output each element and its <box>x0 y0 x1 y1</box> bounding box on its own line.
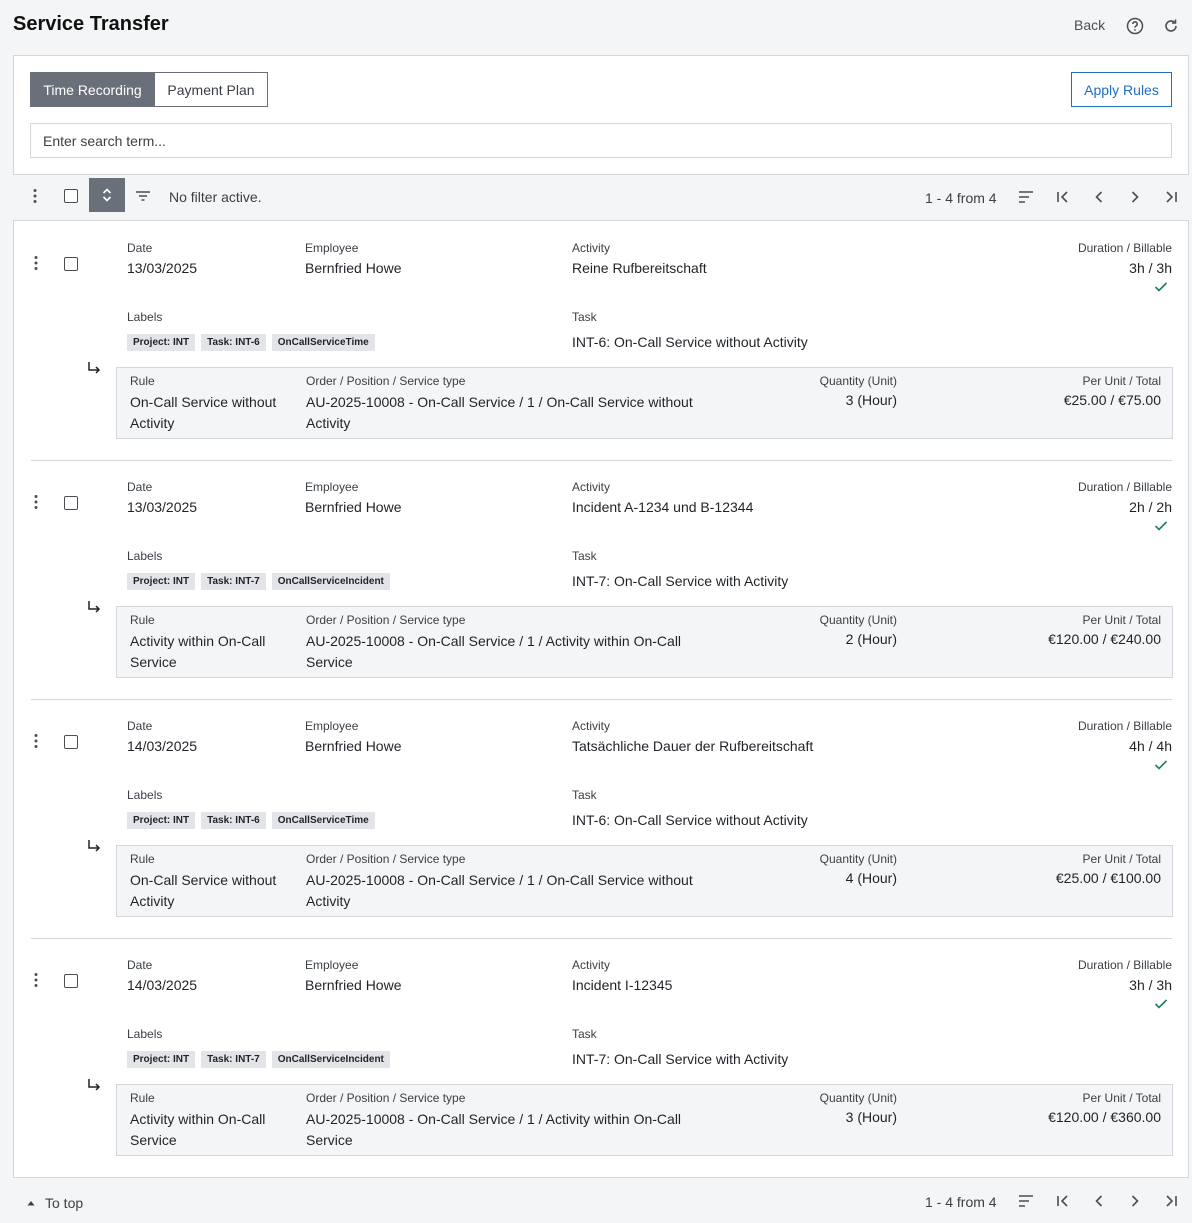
rule-label: Rule <box>130 613 155 627</box>
list-footer <box>0 1182 1192 1223</box>
order-label: Order / Position / Service type <box>306 1091 466 1105</box>
activity-value: Reine Rufbereitschaft <box>572 260 707 276</box>
quantity-value: 2 (Hour) <box>845 631 897 647</box>
rule-box <box>116 1084 1173 1156</box>
previous-page-icon[interactable] <box>1089 1191 1109 1211</box>
last-page-icon[interactable] <box>1161 187 1181 207</box>
row-checkbox[interactable] <box>64 735 78 749</box>
task-value: INT-7: On-Call Service with Activity <box>572 573 789 589</box>
view-tabs <box>30 72 268 107</box>
labels-list <box>127 334 381 351</box>
activity-label: Activity <box>572 480 611 494</box>
quantity-label: Quantity (Unit) <box>819 852 897 866</box>
activity-label: Activity <box>572 719 611 733</box>
list-item <box>14 221 1190 460</box>
list-toolbar <box>0 178 1192 214</box>
row-checkbox[interactable] <box>64 257 78 271</box>
employee-label: Employee <box>305 958 359 972</box>
row-checkbox[interactable] <box>64 496 78 510</box>
activity-value: Incident I-12345 <box>572 977 673 993</box>
quantity-value: 3 (Hour) <box>845 392 897 408</box>
activity-label: Activity <box>572 958 611 972</box>
order-label: Order / Position / Service type <box>306 613 466 627</box>
search-input[interactable] <box>30 123 1172 158</box>
per-unit-label: Per Unit / Total <box>1082 1091 1161 1105</box>
quantity-value: 4 (Hour) <box>845 870 897 886</box>
employee-value: Bernfried Howe <box>305 260 402 276</box>
sub-arrow-icon <box>86 360 102 376</box>
task-label: Task <box>572 310 597 324</box>
more-vertical-icon[interactable] <box>25 186 45 206</box>
expand-collapse-button[interactable] <box>89 178 125 212</box>
label-tag: OnCallServiceTime <box>272 334 375 351</box>
duration-label: Duration / Billable <box>1077 480 1172 494</box>
page-header <box>0 0 1192 54</box>
order-label: Order / Position / Service type <box>306 852 466 866</box>
rule-value: On-Call Service without Activity <box>130 394 277 431</box>
task-label: Task <box>572 1027 597 1041</box>
date-value: 13/03/2025 <box>127 260 198 276</box>
employee-label: Employee <box>305 480 359 494</box>
billable-check-icon <box>1154 759 1168 771</box>
next-page-icon[interactable] <box>1125 187 1145 207</box>
label-tag: OnCallServiceIncident <box>272 1051 390 1068</box>
label-tag: Project: INT <box>127 1051 195 1068</box>
employee-label: Employee <box>305 719 359 733</box>
previous-page-icon[interactable] <box>1089 187 1109 207</box>
date-label: Date <box>127 719 153 733</box>
employee-value: Bernfried Howe <box>305 499 402 515</box>
per-unit-label: Per Unit / Total <box>1082 613 1161 627</box>
activity-value: Incident A-1234 und B-12344 <box>572 499 754 515</box>
task-value: INT-6: On-Call Service without Activity <box>572 812 808 828</box>
date-value: 14/03/2025 <box>127 738 198 754</box>
row-menu-icon[interactable] <box>26 970 46 990</box>
duration-value: 3h / 3h <box>1129 260 1172 276</box>
duration-value: 2h / 2h <box>1129 499 1172 515</box>
quantity-value: 3 (Hour) <box>845 1109 897 1125</box>
label-tag: Task: INT-7 <box>201 1051 266 1068</box>
per-unit-value: €120.00 / €240.00 <box>1048 631 1161 647</box>
per-unit-value: €25.00 / €100.00 <box>1055 870 1161 886</box>
rule-value: On-Call Service without Activity <box>130 872 277 909</box>
pager-info: 1 - 4 from 4 <box>925 1194 997 1210</box>
help-icon[interactable] <box>1125 16 1145 36</box>
label-tag: OnCallServiceIncident <box>272 573 390 590</box>
label-tag: Task: INT-6 <box>201 812 266 829</box>
filter-icon[interactable] <box>133 186 153 206</box>
list-item <box>14 699 1190 938</box>
billable-check-icon <box>1154 520 1168 532</box>
label-tag: Project: INT <box>127 573 195 590</box>
activity-value: Tatsächliche Dauer der Rufbereitschaft <box>572 738 814 754</box>
task-value: INT-7: On-Call Service with Activity <box>572 1051 789 1067</box>
labels-label: Labels <box>127 310 163 324</box>
labels-label: Labels <box>127 1027 163 1041</box>
activity-label: Activity <box>572 241 611 255</box>
order-value: AU-2025-10008 - On-Call Service / 1 / On-Call Service without Activity <box>306 872 693 909</box>
employee-value: Bernfried Howe <box>305 977 402 993</box>
date-value: 13/03/2025 <box>127 499 198 515</box>
duration-label: Duration / Billable <box>1077 958 1172 972</box>
labels-list <box>127 812 381 829</box>
row-menu-icon[interactable] <box>26 731 46 751</box>
select-all-checkbox[interactable] <box>64 189 78 203</box>
date-label: Date <box>127 241 153 255</box>
per-unit-label: Per Unit / Total <box>1082 852 1161 866</box>
quantity-label: Quantity (Unit) <box>819 374 897 388</box>
duration-value: 3h / 3h <box>1129 977 1172 993</box>
rule-label: Rule <box>130 852 155 866</box>
last-page-icon[interactable] <box>1161 1191 1181 1211</box>
back-button[interactable]: Back <box>1074 17 1106 33</box>
labels-list <box>127 573 396 590</box>
row-menu-icon[interactable] <box>26 492 46 512</box>
to-top-button[interactable] <box>27 1195 83 1211</box>
rule-value: Activity within On-Call Service <box>130 1111 266 1148</box>
rule-label: Rule <box>130 374 155 388</box>
sub-arrow-icon <box>86 599 102 615</box>
next-page-icon[interactable] <box>1125 1191 1145 1211</box>
per-unit-value: €25.00 / €75.00 <box>1063 392 1161 408</box>
date-value: 14/03/2025 <box>127 977 198 993</box>
task-label: Task <box>572 549 597 563</box>
rule-value: Activity within On-Call Service <box>130 633 266 670</box>
row-checkbox[interactable] <box>64 974 78 988</box>
sort-icon[interactable] <box>1016 1191 1036 1211</box>
filter-status: No filter active. <box>169 189 262 205</box>
employee-label: Employee <box>305 241 359 255</box>
to-top-label: To top <box>45 1195 84 1211</box>
labels-label: Labels <box>127 549 163 563</box>
sub-arrow-icon <box>86 1077 102 1093</box>
label-tag: Project: INT <box>127 812 195 829</box>
date-label: Date <box>127 958 153 972</box>
quantity-label: Quantity (Unit) <box>819 613 897 627</box>
sub-arrow-icon <box>86 838 102 854</box>
labels-list <box>127 1051 396 1068</box>
order-value: AU-2025-10008 - On-Call Service / 1 / Activity within On-Call Service <box>306 633 682 670</box>
per-unit-label: Per Unit / Total <box>1082 374 1161 388</box>
quantity-label: Quantity (Unit) <box>819 1091 897 1105</box>
row-menu-icon[interactable] <box>26 253 46 273</box>
caret-up-icon <box>27 1200 35 1206</box>
label-tag: Task: INT-7 <box>201 573 266 590</box>
sort-icon[interactable] <box>1016 187 1036 207</box>
label-tag: Project: INT <box>127 334 195 351</box>
expand-icon <box>100 186 114 204</box>
employee-value: Bernfried Howe <box>305 738 402 754</box>
duration-label: Duration / Billable <box>1077 241 1172 255</box>
labels-label: Labels <box>127 788 163 802</box>
rule-box <box>116 606 1173 678</box>
label-tag: Task: INT-6 <box>201 334 266 351</box>
order-value: AU-2025-10008 - On-Call Service / 1 / On-Call Service without Activity <box>306 394 693 431</box>
rule-label: Rule <box>130 1091 155 1105</box>
list-item <box>14 460 1190 699</box>
task-label: Task <box>572 788 597 802</box>
apply-rules-button[interactable]: Apply Rules <box>1071 72 1172 107</box>
pager-info: 1 - 4 from 4 <box>925 190 997 206</box>
duration-value: 4h / 4h <box>1129 738 1172 754</box>
first-page-icon[interactable] <box>1053 187 1073 207</box>
page-title: Service Transfer <box>13 13 169 35</box>
entries-list <box>13 220 1189 1178</box>
billable-check-icon <box>1154 998 1168 1010</box>
top-panel <box>13 55 1189 175</box>
per-unit-value: €120.00 / €360.00 <box>1048 1109 1161 1125</box>
tab-time-recording[interactable]: Time Recording <box>30 72 155 107</box>
duration-label: Duration / Billable <box>1077 719 1172 733</box>
refresh-icon[interactable] <box>1161 16 1181 36</box>
task-value: INT-6: On-Call Service without Activity <box>572 334 808 350</box>
billable-check-icon <box>1154 281 1168 293</box>
rule-box <box>116 367 1173 439</box>
first-page-icon[interactable] <box>1053 1191 1073 1211</box>
tab-payment-plan[interactable]: Payment Plan <box>155 72 268 107</box>
rule-box <box>116 845 1173 917</box>
date-label: Date <box>127 480 153 494</box>
label-tag: OnCallServiceTime <box>272 812 375 829</box>
list-item <box>14 938 1190 1177</box>
order-value: AU-2025-10008 - On-Call Service / 1 / Activity within On-Call Service <box>306 1111 682 1148</box>
order-label: Order / Position / Service type <box>306 374 466 388</box>
